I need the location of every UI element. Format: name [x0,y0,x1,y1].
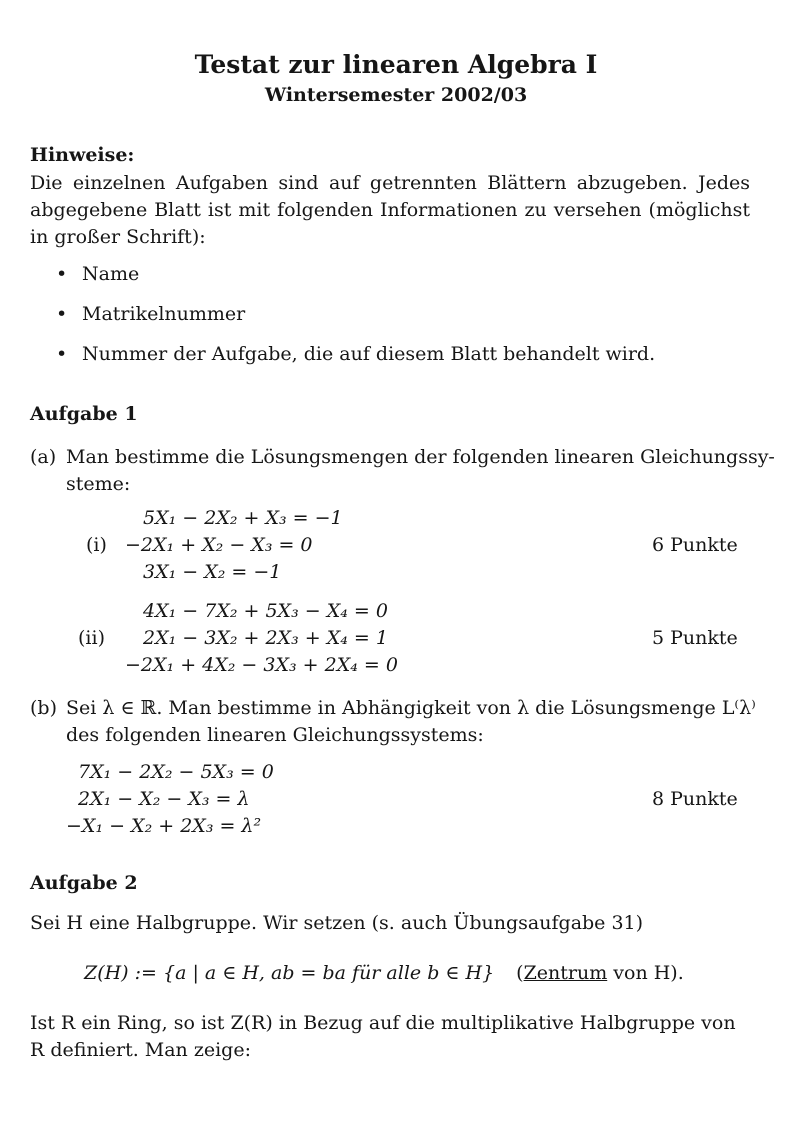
system-ii-equation: 4X₁ − 7X₂ + 5X₃ − X₄ = 0 [143,600,388,622]
system-ii-label: (ii) [78,627,105,649]
part-a-text-line2: steme: [66,473,131,495]
system-ii-points: 5 Punkte [652,627,738,649]
zentrum-definition [84,962,684,984]
bullet-item: • Nummer der Aufgabe, die auf diesem Blatt behandelt wird. [56,343,656,365]
part-a-text-line1: Man bestimme die Lösungsmengen der folgenden linearen Gleichungssy- [66,446,775,468]
zentrum-term: Zentrum [523,962,608,984]
system-b-equation: 7X₁ − 2X₂ − 5X₃ = 0 [78,761,274,783]
system-b-equation: −X₁ − X₂ + 2X₃ = λ² [66,815,262,837]
hinweise-text: Die einzelnen Aufgaben sind auf getrennten Blättern abzugeben. Jedes abgegebene Blatt ist mit folgenden Informationen zu versehen (möglichst in großer Schrift): [30,172,750,248]
bullet-label: Nummer der Aufgabe, die auf diesem Blatt behandelt wird. [82,343,656,365]
part-b-label: (b) [30,697,57,719]
system-b-points: 8 Punkte [652,788,738,810]
aufgabe1-heading: Aufgabe 1 [30,403,138,425]
system-b-equation: 2X₁ − X₂ − X₃ = λ [78,788,250,810]
aufgabe2-text-line2: R definiert. Man zeige: [30,1039,251,1061]
bullet-item: • Matrikelnummer [56,303,246,325]
aufgabe2-heading: Aufgabe 2 [30,872,138,894]
page-subtitle: Wintersemester 2002/03 [264,84,528,106]
page-title: Testat zur linearen Algebra I [194,50,598,79]
aufgabe2-text-line1: Ist R ein Ring, so ist Z(R) in Bezug auf die multiplikative Halbgruppe von [30,1012,736,1034]
part-b-text-line1: Sei λ ∈ ℝ. Man bestimme in Abhängigkeit von λ die Lösungsmenge L⁽λ⁾ [66,697,756,719]
zentrum-note-open: ( [516,962,524,984]
system-i-equation: −2X₁ + X₂ − X₃ = 0 [125,534,313,556]
zentrum-note-close: von H). [607,962,684,984]
bullet-item: • Name [56,263,140,285]
system-i-equation: 5X₁ − 2X₂ + X₃ = −1 [143,507,343,529]
zentrum-formula: Z(H) := {a | a ∈ H, ab = ba für alle b ∈ H} [84,962,495,984]
bullet-label: Name [82,263,140,285]
bullet-label: Matrikelnummer [82,303,246,325]
hinweise-heading: Hinweise: [30,144,135,166]
system-i-equation: 3X₁ − X₂ = −1 [143,561,282,583]
part-b-text-line2: des folgenden linearen Gleichungssystems: [66,724,484,746]
aufgabe2-intro: Sei H eine Halbgruppe. Wir setzen (s. auch Übungsaufgabe 31) [30,912,644,934]
system-i-label: (i) [86,534,107,556]
system-ii-equation: −2X₁ + 4X₂ − 3X₃ + 2X₄ = 0 [125,654,398,676]
system-i-points: 6 Punkte [652,534,738,556]
part-a-label: (a) [30,446,57,468]
system-ii-equation: 2X₁ − 3X₂ + 2X₃ + X₄ = 1 [143,627,388,649]
